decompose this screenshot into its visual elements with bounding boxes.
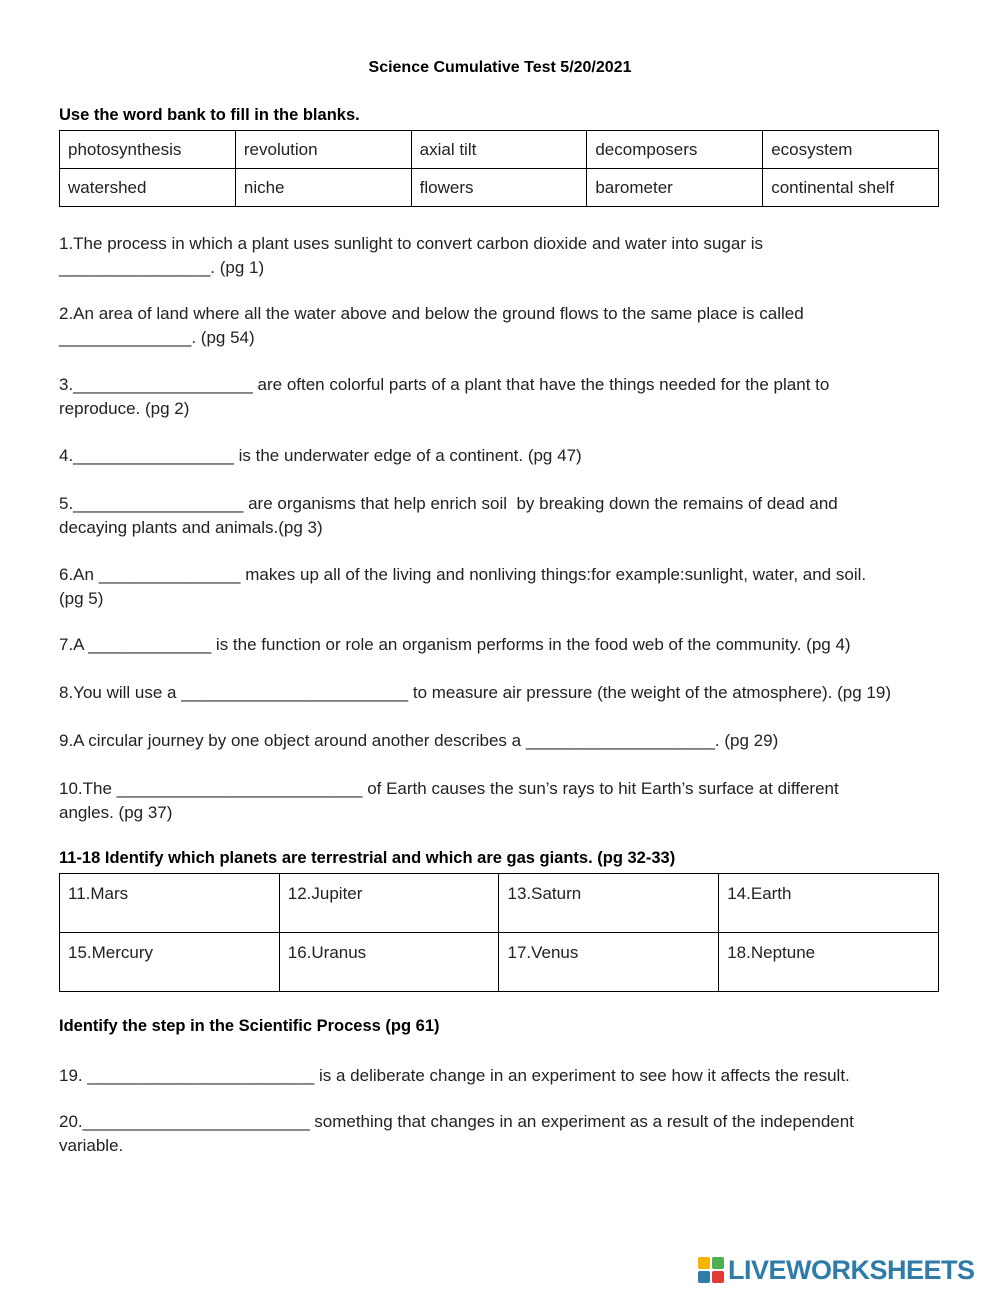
planets-instruction: 11-18 Identify which planets are terrestrial and which are gas giants. (pg 32-33)	[59, 849, 676, 867]
question-8: 8.You will use a ________________________ to measure air pressure (the weight of the atmosphere). (pg 19)	[59, 683, 891, 702]
word-bank-instruction: Use the word bank to fill in the blanks.	[59, 106, 360, 124]
planet-cell: 16.Uranus	[279, 933, 499, 992]
planets-table	[59, 873, 939, 992]
word-bank-cell: flowers	[411, 169, 587, 207]
question-9: 9.A circular journey by one object around another describes a ____________________. (pg 29)	[59, 731, 779, 750]
table-row	[60, 131, 939, 169]
logo-square	[712, 1257, 724, 1269]
scientific-instruction: Identify the step in the Scientific Process (pg 61)	[59, 1017, 440, 1035]
question-19: 19. ________________________ is a deliberate change in an experiment to see how it affects the result.	[59, 1066, 850, 1085]
logo-text: LIVEWORKSHEETS	[728, 1254, 975, 1285]
word-bank-cell: decomposers	[587, 131, 763, 169]
question-7: 7.A _____________ is the function or role an organism performs in the food web of the community. (pg 4)	[59, 635, 851, 654]
question-10: 10.The __________________________ of Earth causes the sun’s rays to hit Earth’s surface at different angles. (pg 37)	[59, 779, 839, 822]
question-2: 2.An area of land where all the water above and below the ground flows to the same place is called ______________. (pg 54)	[59, 304, 804, 347]
question-6: 6.An _______________ makes up all of the living and nonliving things:for example:sunlight, water, and soil. (pg 5)	[59, 565, 867, 608]
word-bank-table	[59, 130, 939, 207]
word-bank-cell: niche	[235, 169, 411, 207]
question-1: 1.The process in which a plant uses sunlight to convert carbon dioxide and water into sugar is ________________. (pg 1)	[59, 234, 764, 277]
question-3: 3.___________________ are often colorful parts of a plant that have the things needed for the plant to reproduce. (pg 2)	[59, 375, 830, 418]
planet-cell: 17.Venus	[499, 933, 719, 992]
question-5: 5.__________________ are organisms that help enrich soil by breaking down the remains of dead and decaying plants and animals.(pg 3)	[59, 494, 838, 537]
word-bank-cell: revolution	[235, 131, 411, 169]
word-bank-cell: barometer	[587, 169, 763, 207]
planet-cell: 13.Saturn	[499, 874, 719, 933]
planet-cell: 14.Earth	[719, 874, 939, 933]
logo-icon	[698, 1257, 724, 1283]
table-row	[60, 933, 939, 992]
word-bank-cell: axial tilt	[411, 131, 587, 169]
question-4: 4._________________ is the underwater edge of a continent. (pg 47)	[59, 446, 582, 465]
logo-square	[712, 1271, 724, 1283]
table-row	[60, 169, 939, 207]
word-bank-cell: photosynthesis	[60, 131, 236, 169]
planet-cell: 11.Mars	[60, 874, 280, 933]
table-row	[60, 874, 939, 933]
word-bank-cell: continental shelf	[763, 169, 939, 207]
word-bank-cell: ecosystem	[763, 131, 939, 169]
logo-square	[698, 1271, 710, 1283]
page-title: Science Cumulative Test 5/20/2021	[368, 59, 632, 76]
planet-cell: 18.Neptune	[719, 933, 939, 992]
planet-cell: 12.Jupiter	[279, 874, 499, 933]
word-bank-cell: watershed	[60, 169, 236, 207]
logo-square	[698, 1257, 710, 1269]
planet-cell: 15.Mercury	[60, 933, 280, 992]
liveworksheets-logo	[698, 1255, 975, 1285]
question-20: 20.________________________ something that changes in an experiment as a result of the independent variable.	[59, 1112, 854, 1155]
